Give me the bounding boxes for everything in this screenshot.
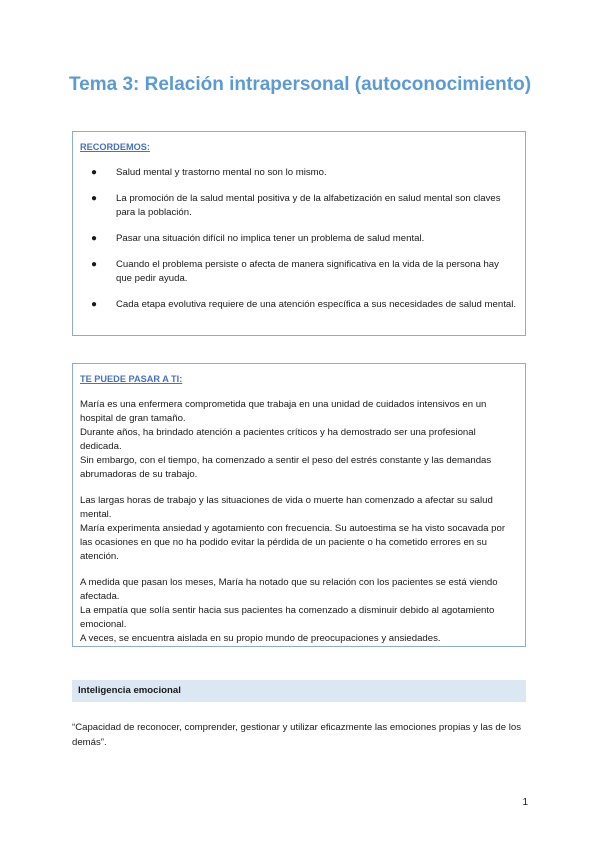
list-item: ● Cuando el problema persiste o afecta de manera significativa en la vida de la persona hay que pedir ayuda. <box>91 259 499 284</box>
page-number: 1 <box>522 797 528 808</box>
bullet-icon: ● <box>91 233 98 244</box>
story-paragraph: María experimenta ansiedad y agotamiento con frecuencia. Su autoestima se ha visto socavada por las ocasiones en que no ha podido evitar la pérdida de un paciente o ha cometido errores en su atención. <box>80 523 506 562</box>
recordemos-box <box>72 131 526 336</box>
story-paragraph: Sin embargo, con el tiempo, ha comenzado a sentir el peso del estrés constante y las demandas abrumadoras de su trabajo. <box>80 455 492 480</box>
bullet-icon: ● <box>91 167 98 178</box>
story-paragraph: Las largas horas de trabajo y las situaciones de vida o muerte han comenzado a afectar su salud mental. <box>80 495 493 520</box>
list-item: ● La promoción de la salud mental positiva y de la alfabetización en salud mental son claves para la población. <box>91 193 501 218</box>
list-item: ● Salud mental y trastorno mental no son lo mismo. <box>91 167 327 178</box>
list-item: ● Pasar una situación difícil no implica tener un problema de salud mental. <box>91 233 425 244</box>
recordemos-heading: RECORDEMOS: <box>80 142 150 152</box>
bullet-icon: ● <box>91 193 98 204</box>
bullet-icon: ● <box>91 299 98 310</box>
recordemos-list <box>80 166 517 312</box>
bullet-icon: ● <box>91 259 98 270</box>
story-paragraph: La empatía que solía sentir hacia sus pacientes ha comenzado a disminuir debido al agotamiento emocional. <box>80 605 495 630</box>
story-paragraph: A veces, se encuentra aislada en su propio mundo de preocupaciones y ansiedades. <box>80 633 441 644</box>
te-puede-pasar-box <box>72 363 526 647</box>
story-paragraph: María es una enfermera comprometida que trabaja en una unidad de cuidados intensivos en un hospital de gran tamaño. <box>80 399 487 424</box>
story-paragraph: A medida que pasan los meses, María ha notado que su relación con los pacientes se está viendo afectada. <box>80 577 498 602</box>
definition-quote: “Capacidad de reconocer, comprender, gestionar y utilizar eficazmente las emociones propias y las de los demás”. <box>72 722 522 748</box>
section-heading-inteligencia-emocional: Inteligencia emocional <box>72 680 526 702</box>
te-puede-pasar-heading: TE PUEDE PASAR A TI: <box>80 374 183 384</box>
story-paragraph: Durante años, ha brindado atención a pacientes críticos y ha demostrado ser una profesional dedicada. <box>80 427 476 452</box>
list-item: ● Cada etapa evolutiva requiere de una atención específica a sus necesidades de salud mental. <box>91 299 517 310</box>
page-title: Tema 3: Relación intrapersonal (autoconocimiento) <box>68 74 532 95</box>
